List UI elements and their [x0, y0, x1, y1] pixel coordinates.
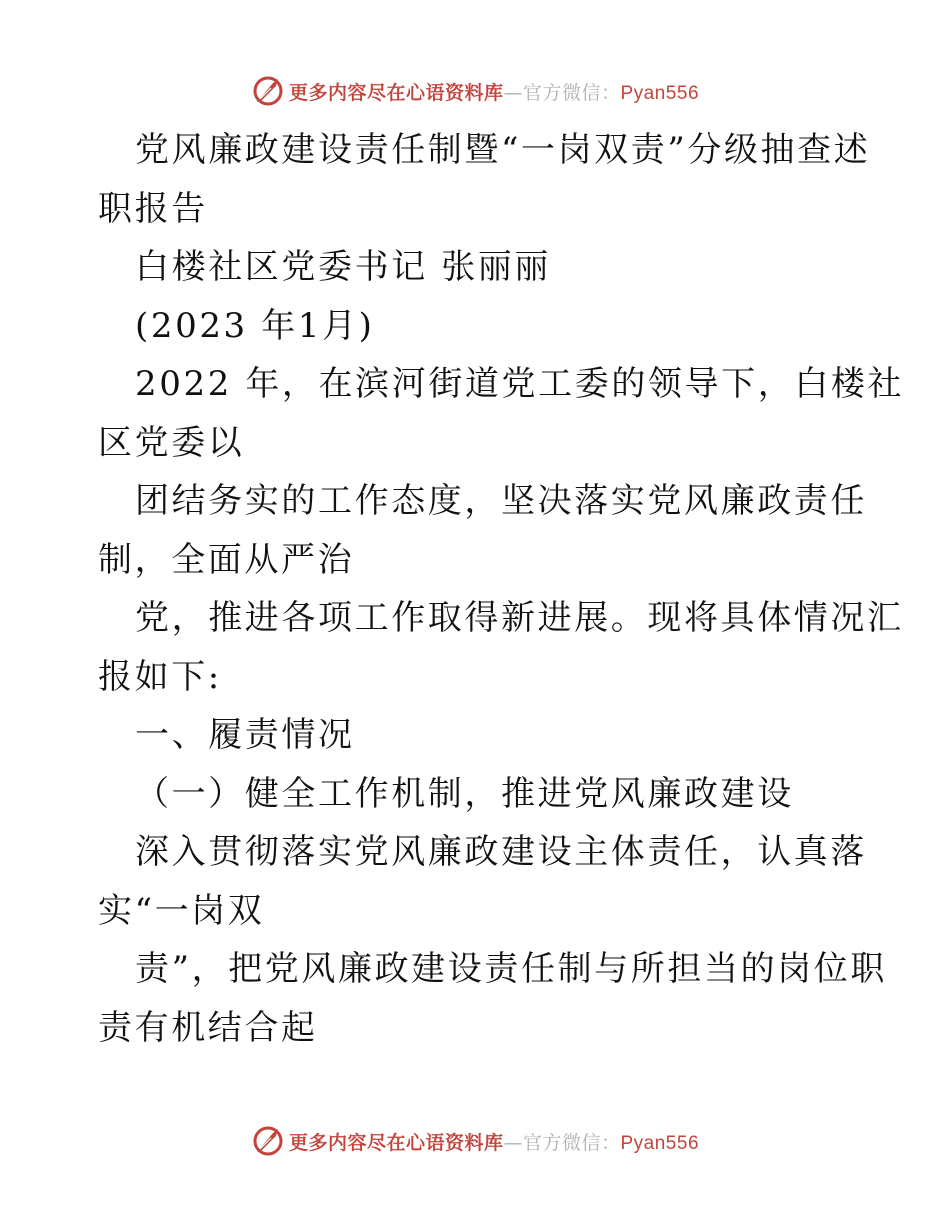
section-heading: 一、履责情况 — [135, 715, 355, 755]
text-line: 2022 年，在滨河街道党工委的领导下，白楼社 — [135, 364, 905, 404]
watermark-separator: — — [503, 81, 523, 104]
quill-logo-icon — [251, 74, 285, 108]
watermark-main: 更多内容尽在心语资料库 — [288, 81, 504, 104]
text-line: 责有机结合起 — [98, 1007, 318, 1048]
text-line: 制，全面从严治 — [98, 539, 355, 580]
watermark-label: 官方微信： — [522, 81, 621, 104]
text-line: 责”，把党风廉政建设责任制与所担当的岗位职 — [135, 949, 887, 989]
watermark-id: Pyan556 — [620, 82, 700, 104]
footer-watermark — [0, 1121, 950, 1161]
text-line: 团结务实的工作态度，坚决落实党风廉政责任 — [135, 481, 867, 521]
watermark-text — [289, 78, 699, 105]
header-watermark — [0, 71, 950, 111]
text-line: 党，推进各项工作取得新进展。现将具体情况汇 — [135, 598, 904, 638]
text-line: 区党委以 — [98, 422, 245, 463]
subsection-heading: （一）健全工作机制，推进党风廉政建设 — [135, 773, 794, 814]
text-line: 白楼社区党委书记 张丽丽 — [135, 247, 552, 287]
text-line: (2023 年1月) — [135, 305, 375, 346]
watermark-id: Pyan556 — [620, 1132, 700, 1154]
text-line: 党风廉政建设责任制暨“一岗双责”分级抽查述 — [135, 130, 871, 170]
text-line: 实“一岗双 — [98, 890, 265, 931]
quill-logo-icon — [251, 1124, 285, 1158]
text-line: 报如下: — [98, 656, 222, 697]
watermark-label: 官方微信： — [522, 1131, 621, 1154]
text-line: 职报告 — [98, 188, 208, 229]
watermark-main: 更多内容尽在心语资料库 — [288, 1131, 504, 1154]
watermark-text — [289, 1128, 699, 1155]
document-body — [98, 121, 905, 1057]
text-line: 深入贯彻落实党风廉政建设主体责任，认真落 — [135, 832, 867, 872]
watermark-separator: — — [503, 1131, 523, 1154]
